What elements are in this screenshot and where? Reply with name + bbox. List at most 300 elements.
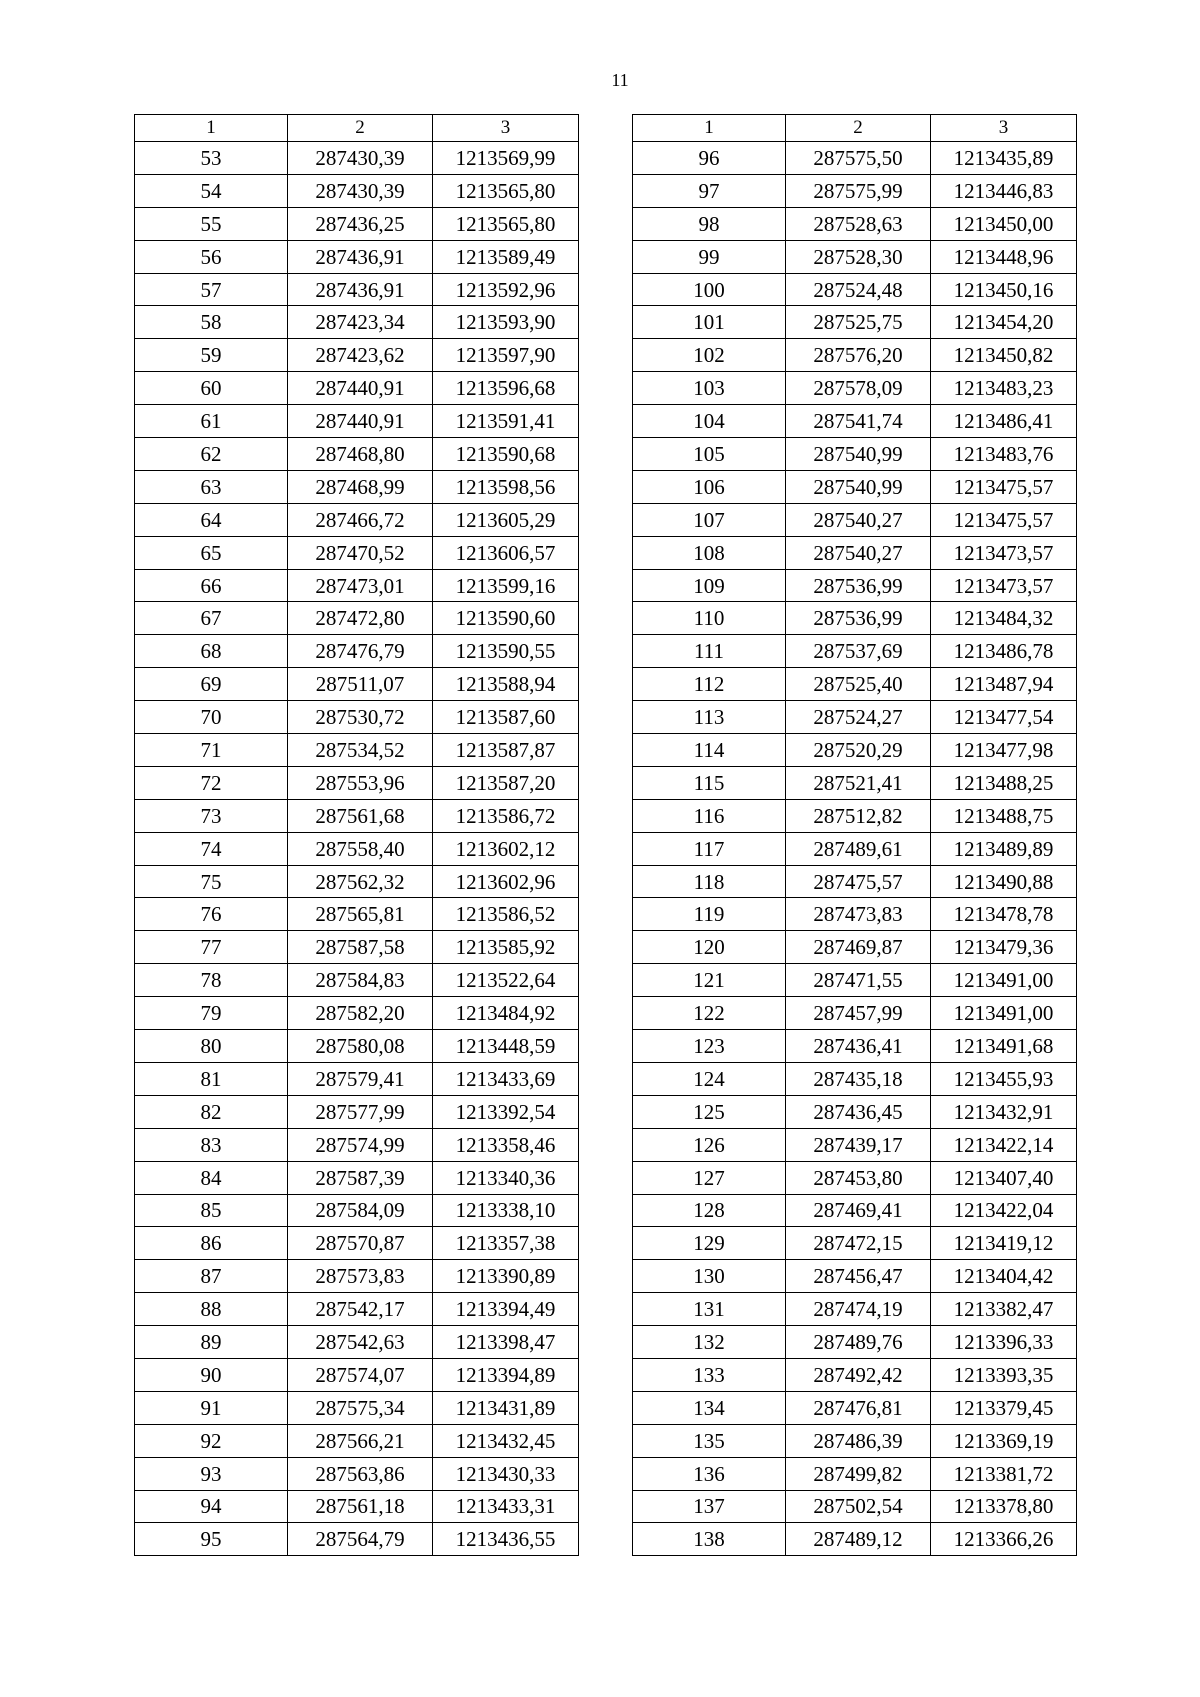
y-coordinate-cell: 1213590,68	[433, 438, 579, 471]
point-number-cell: 137	[633, 1490, 786, 1523]
point-number-cell: 68	[135, 635, 288, 668]
table-row	[633, 1260, 1077, 1293]
table-row	[135, 142, 579, 175]
point-number-cell: 80	[135, 1030, 288, 1063]
y-coordinate-cell: 1213590,55	[433, 635, 579, 668]
table-row	[633, 372, 1077, 405]
y-coordinate-cell: 1213433,69	[433, 1062, 579, 1095]
y-coordinate-cell: 1213484,92	[433, 997, 579, 1030]
point-number-cell: 127	[633, 1161, 786, 1194]
y-coordinate-cell: 1213454,20	[931, 306, 1077, 339]
point-number-cell: 110	[633, 602, 786, 635]
table-row	[135, 207, 579, 240]
point-number-cell: 102	[633, 339, 786, 372]
point-number-cell: 113	[633, 701, 786, 734]
table-row	[633, 339, 1077, 372]
x-coordinate-cell: 287436,41	[786, 1030, 931, 1063]
y-coordinate-cell: 1213366,26	[931, 1523, 1077, 1556]
x-coordinate-cell: 287575,50	[786, 142, 931, 175]
y-coordinate-cell: 1213491,00	[931, 997, 1077, 1030]
y-coordinate-cell: 1213587,20	[433, 766, 579, 799]
x-coordinate-cell: 287469,87	[786, 931, 931, 964]
x-coordinate-cell: 287536,99	[786, 569, 931, 602]
x-coordinate-cell: 287528,30	[786, 240, 931, 273]
point-number-cell: 131	[633, 1293, 786, 1326]
point-number-cell: 92	[135, 1424, 288, 1457]
table-row	[633, 602, 1077, 635]
point-number-cell: 85	[135, 1194, 288, 1227]
y-coordinate-cell: 1213450,00	[931, 207, 1077, 240]
x-coordinate-cell: 287472,15	[786, 1227, 931, 1260]
x-coordinate-cell: 287561,18	[288, 1490, 433, 1523]
table-row	[135, 931, 579, 964]
table-row	[135, 701, 579, 734]
point-number-cell: 115	[633, 766, 786, 799]
table-row	[633, 142, 1077, 175]
x-coordinate-cell: 287562,32	[288, 865, 433, 898]
coordinates-table-right	[632, 114, 1077, 1556]
point-number-cell: 66	[135, 569, 288, 602]
point-number-cell: 70	[135, 701, 288, 734]
point-number-cell: 98	[633, 207, 786, 240]
y-coordinate-cell: 1213597,90	[433, 339, 579, 372]
table-row	[633, 1358, 1077, 1391]
point-number-cell: 78	[135, 964, 288, 997]
y-coordinate-cell: 1213404,42	[931, 1260, 1077, 1293]
y-coordinate-cell: 1213357,38	[433, 1227, 579, 1260]
table-row	[633, 438, 1077, 471]
table-row	[135, 240, 579, 273]
table-row	[135, 1326, 579, 1359]
point-number-cell: 79	[135, 997, 288, 1030]
point-number-cell: 114	[633, 734, 786, 767]
y-coordinate-cell: 1213455,93	[931, 1062, 1077, 1095]
point-number-cell: 101	[633, 306, 786, 339]
y-coordinate-cell: 1213477,54	[931, 701, 1077, 734]
y-coordinate-cell: 1213598,56	[433, 470, 579, 503]
y-coordinate-cell: 1213431,89	[433, 1391, 579, 1424]
table-row	[135, 503, 579, 536]
table-row	[633, 405, 1077, 438]
point-number-cell: 133	[633, 1358, 786, 1391]
x-coordinate-cell: 287537,69	[786, 635, 931, 668]
x-coordinate-cell: 287499,82	[786, 1457, 931, 1490]
x-coordinate-cell: 287542,17	[288, 1293, 433, 1326]
x-coordinate-cell: 287473,01	[288, 569, 433, 602]
table-row	[135, 635, 579, 668]
table-row	[135, 339, 579, 372]
table-row	[135, 1391, 579, 1424]
x-coordinate-cell: 287435,18	[786, 1062, 931, 1095]
table-row	[135, 470, 579, 503]
point-number-cell: 58	[135, 306, 288, 339]
x-coordinate-cell: 287561,68	[288, 799, 433, 832]
x-coordinate-cell: 287489,76	[786, 1326, 931, 1359]
table-row	[633, 1095, 1077, 1128]
y-coordinate-cell: 1213606,57	[433, 536, 579, 569]
x-coordinate-cell: 287579,41	[288, 1062, 433, 1095]
table-row	[135, 1194, 579, 1227]
y-coordinate-cell: 1213483,76	[931, 438, 1077, 471]
x-coordinate-cell: 287502,54	[786, 1490, 931, 1523]
y-coordinate-cell: 1213483,23	[931, 372, 1077, 405]
table-row	[633, 635, 1077, 668]
y-coordinate-cell: 1213450,16	[931, 273, 1077, 306]
table-row	[135, 964, 579, 997]
y-coordinate-cell: 1213340,36	[433, 1161, 579, 1194]
table-row	[135, 405, 579, 438]
table-row	[633, 734, 1077, 767]
point-number-cell: 100	[633, 273, 786, 306]
point-number-cell: 87	[135, 1260, 288, 1293]
y-coordinate-cell: 1213393,35	[931, 1358, 1077, 1391]
point-number-cell: 73	[135, 799, 288, 832]
point-number-cell: 61	[135, 405, 288, 438]
table-row	[135, 569, 579, 602]
x-coordinate-cell: 287566,21	[288, 1424, 433, 1457]
x-coordinate-cell: 287472,80	[288, 602, 433, 635]
x-coordinate-cell: 287565,81	[288, 898, 433, 931]
y-coordinate-cell: 1213522,64	[433, 964, 579, 997]
table-row	[633, 240, 1077, 273]
point-number-cell: 132	[633, 1326, 786, 1359]
x-coordinate-cell: 287430,39	[288, 174, 433, 207]
y-coordinate-cell: 1213394,89	[433, 1358, 579, 1391]
point-number-cell: 55	[135, 207, 288, 240]
point-number-cell: 67	[135, 602, 288, 635]
y-coordinate-cell: 1213587,87	[433, 734, 579, 767]
table-row	[633, 569, 1077, 602]
table-row	[633, 503, 1077, 536]
point-number-cell: 57	[135, 273, 288, 306]
y-coordinate-cell: 1213394,49	[433, 1293, 579, 1326]
y-coordinate-cell: 1213381,72	[931, 1457, 1077, 1490]
x-coordinate-cell: 287524,27	[786, 701, 931, 734]
x-coordinate-cell: 287574,99	[288, 1128, 433, 1161]
y-coordinate-cell: 1213477,98	[931, 734, 1077, 767]
point-number-cell: 81	[135, 1062, 288, 1095]
column-header-2: 2	[786, 115, 931, 142]
point-number-cell: 64	[135, 503, 288, 536]
table-body	[135, 142, 579, 1556]
x-coordinate-cell: 287525,40	[786, 668, 931, 701]
table-row	[135, 438, 579, 471]
x-coordinate-cell: 287553,96	[288, 766, 433, 799]
y-coordinate-cell: 1213487,94	[931, 668, 1077, 701]
table-row	[135, 1161, 579, 1194]
table-row	[633, 1424, 1077, 1457]
x-coordinate-cell: 287511,07	[288, 668, 433, 701]
point-number-cell: 74	[135, 832, 288, 865]
y-coordinate-cell: 1213486,41	[931, 405, 1077, 438]
y-coordinate-cell: 1213586,52	[433, 898, 579, 931]
coordinates-table-left	[134, 114, 579, 1556]
y-coordinate-cell: 1213475,57	[931, 470, 1077, 503]
table-row	[135, 1030, 579, 1063]
x-coordinate-cell: 287534,52	[288, 734, 433, 767]
column-header-1: 1	[633, 115, 786, 142]
x-coordinate-cell: 287475,57	[786, 865, 931, 898]
y-coordinate-cell: 1213588,94	[433, 668, 579, 701]
table-row	[633, 766, 1077, 799]
point-number-cell: 94	[135, 1490, 288, 1523]
point-number-cell: 117	[633, 832, 786, 865]
table-row	[135, 898, 579, 931]
x-coordinate-cell: 287587,39	[288, 1161, 433, 1194]
y-coordinate-cell: 1213488,25	[931, 766, 1077, 799]
point-number-cell: 97	[633, 174, 786, 207]
point-number-cell: 111	[633, 635, 786, 668]
y-coordinate-cell: 1213489,89	[931, 832, 1077, 865]
point-number-cell: 130	[633, 1260, 786, 1293]
table-row	[135, 1293, 579, 1326]
table-row	[633, 701, 1077, 734]
point-number-cell: 93	[135, 1457, 288, 1490]
table-row	[633, 1523, 1077, 1556]
point-number-cell: 86	[135, 1227, 288, 1260]
point-number-cell: 54	[135, 174, 288, 207]
column-header-1: 1	[135, 115, 288, 142]
x-coordinate-cell: 287574,07	[288, 1358, 433, 1391]
x-coordinate-cell: 287528,63	[786, 207, 931, 240]
table-row	[633, 997, 1077, 1030]
y-coordinate-cell: 1213488,75	[931, 799, 1077, 832]
y-coordinate-cell: 1213586,72	[433, 799, 579, 832]
x-coordinate-cell: 287578,09	[786, 372, 931, 405]
y-coordinate-cell: 1213382,47	[931, 1293, 1077, 1326]
point-number-cell: 103	[633, 372, 786, 405]
table-row	[633, 865, 1077, 898]
x-coordinate-cell: 287584,09	[288, 1194, 433, 1227]
table-row	[633, 207, 1077, 240]
table-row	[135, 1457, 579, 1490]
table-row	[633, 1161, 1077, 1194]
x-coordinate-cell: 287468,99	[288, 470, 433, 503]
x-coordinate-cell: 287476,79	[288, 635, 433, 668]
table-row	[633, 1391, 1077, 1424]
x-coordinate-cell: 287525,75	[786, 306, 931, 339]
point-number-cell: 59	[135, 339, 288, 372]
y-coordinate-cell: 1213435,89	[931, 142, 1077, 175]
table-row	[633, 1490, 1077, 1523]
y-coordinate-cell: 1213593,90	[433, 306, 579, 339]
x-coordinate-cell: 287492,42	[786, 1358, 931, 1391]
point-number-cell: 56	[135, 240, 288, 273]
y-coordinate-cell: 1213491,00	[931, 964, 1077, 997]
point-number-cell: 65	[135, 536, 288, 569]
table-row	[633, 1194, 1077, 1227]
point-number-cell: 106	[633, 470, 786, 503]
point-number-cell: 53	[135, 142, 288, 175]
point-number-cell: 62	[135, 438, 288, 471]
table-row	[633, 1227, 1077, 1260]
y-coordinate-cell: 1213358,46	[433, 1128, 579, 1161]
table-row	[633, 964, 1077, 997]
y-coordinate-cell: 1213338,10	[433, 1194, 579, 1227]
table-row	[633, 1128, 1077, 1161]
point-number-cell: 136	[633, 1457, 786, 1490]
x-coordinate-cell: 287436,25	[288, 207, 433, 240]
table-row	[135, 602, 579, 635]
x-coordinate-cell: 287469,41	[786, 1194, 931, 1227]
page-number: 11	[611, 70, 629, 90]
x-coordinate-cell: 287540,27	[786, 536, 931, 569]
y-coordinate-cell: 1213590,60	[433, 602, 579, 635]
point-number-cell: 88	[135, 1293, 288, 1326]
point-number-cell: 123	[633, 1030, 786, 1063]
x-coordinate-cell: 287456,47	[786, 1260, 931, 1293]
y-coordinate-cell: 1213587,60	[433, 701, 579, 734]
x-coordinate-cell: 287540,99	[786, 470, 931, 503]
y-coordinate-cell: 1213473,57	[931, 569, 1077, 602]
x-coordinate-cell: 287470,52	[288, 536, 433, 569]
table-row	[135, 1227, 579, 1260]
x-coordinate-cell: 287466,72	[288, 503, 433, 536]
table-row	[633, 668, 1077, 701]
table-header-row	[135, 115, 579, 142]
x-coordinate-cell: 287536,99	[786, 602, 931, 635]
x-coordinate-cell: 287436,91	[288, 273, 433, 306]
x-coordinate-cell: 287580,08	[288, 1030, 433, 1063]
table-row	[633, 1457, 1077, 1490]
x-coordinate-cell: 287540,99	[786, 438, 931, 471]
y-coordinate-cell: 1213599,16	[433, 569, 579, 602]
x-coordinate-cell: 287440,91	[288, 372, 433, 405]
x-coordinate-cell: 287436,91	[288, 240, 433, 273]
x-coordinate-cell: 287486,39	[786, 1424, 931, 1457]
x-coordinate-cell: 287476,81	[786, 1391, 931, 1424]
point-number-cell: 69	[135, 668, 288, 701]
table-row	[135, 1490, 579, 1523]
x-coordinate-cell: 287584,83	[288, 964, 433, 997]
y-coordinate-cell: 1213589,49	[433, 240, 579, 273]
point-number-cell: 71	[135, 734, 288, 767]
x-coordinate-cell: 287541,74	[786, 405, 931, 438]
point-number-cell: 75	[135, 865, 288, 898]
point-number-cell: 82	[135, 1095, 288, 1128]
x-coordinate-cell: 287512,82	[786, 799, 931, 832]
point-number-cell: 72	[135, 766, 288, 799]
table-row	[633, 174, 1077, 207]
point-number-cell: 77	[135, 931, 288, 964]
table-row	[633, 1293, 1077, 1326]
table-row	[135, 1260, 579, 1293]
column-header-2: 2	[288, 115, 433, 142]
table-row	[135, 1424, 579, 1457]
point-number-cell: 135	[633, 1424, 786, 1457]
table-row	[633, 1062, 1077, 1095]
x-coordinate-cell: 287474,19	[786, 1293, 931, 1326]
y-coordinate-cell: 1213398,47	[433, 1326, 579, 1359]
y-coordinate-cell: 1213569,99	[433, 142, 579, 175]
point-number-cell: 124	[633, 1062, 786, 1095]
point-number-cell: 63	[135, 470, 288, 503]
y-coordinate-cell: 1213591,41	[433, 405, 579, 438]
y-coordinate-cell: 1213392,54	[433, 1095, 579, 1128]
x-coordinate-cell: 287573,83	[288, 1260, 433, 1293]
point-number-cell: 138	[633, 1523, 786, 1556]
point-number-cell: 109	[633, 569, 786, 602]
y-coordinate-cell: 1213565,80	[433, 207, 579, 240]
table-row	[135, 668, 579, 701]
point-number-cell: 120	[633, 931, 786, 964]
x-coordinate-cell: 287430,39	[288, 142, 433, 175]
y-coordinate-cell: 1213432,45	[433, 1424, 579, 1457]
x-coordinate-cell: 287457,99	[786, 997, 931, 1030]
point-number-cell: 76	[135, 898, 288, 931]
y-coordinate-cell: 1213390,89	[433, 1260, 579, 1293]
y-coordinate-cell: 1213592,96	[433, 273, 579, 306]
y-coordinate-cell: 1213450,82	[931, 339, 1077, 372]
x-coordinate-cell: 287575,99	[786, 174, 931, 207]
table-header-row	[633, 115, 1077, 142]
x-coordinate-cell: 287540,27	[786, 503, 931, 536]
point-number-cell: 105	[633, 438, 786, 471]
table-row	[135, 1128, 579, 1161]
y-coordinate-cell: 1213448,96	[931, 240, 1077, 273]
y-coordinate-cell: 1213602,12	[433, 832, 579, 865]
point-number-cell: 84	[135, 1161, 288, 1194]
table-row	[135, 799, 579, 832]
point-number-cell: 121	[633, 964, 786, 997]
point-number-cell: 129	[633, 1227, 786, 1260]
point-number-cell: 112	[633, 668, 786, 701]
table-row	[135, 1523, 579, 1556]
point-number-cell: 122	[633, 997, 786, 1030]
y-coordinate-cell: 1213407,40	[931, 1161, 1077, 1194]
y-coordinate-cell: 1213479,36	[931, 931, 1077, 964]
x-coordinate-cell: 287570,87	[288, 1227, 433, 1260]
point-number-cell: 119	[633, 898, 786, 931]
x-coordinate-cell: 287563,86	[288, 1457, 433, 1490]
x-coordinate-cell: 287542,63	[288, 1326, 433, 1359]
x-coordinate-cell: 287453,80	[786, 1161, 931, 1194]
y-coordinate-cell: 1213484,32	[931, 602, 1077, 635]
table-row	[135, 174, 579, 207]
x-coordinate-cell: 287471,55	[786, 964, 931, 997]
y-coordinate-cell: 1213432,91	[931, 1095, 1077, 1128]
x-coordinate-cell: 287489,12	[786, 1523, 931, 1556]
point-number-cell: 96	[633, 142, 786, 175]
table-row	[135, 832, 579, 865]
point-number-cell: 91	[135, 1391, 288, 1424]
x-coordinate-cell: 287489,61	[786, 832, 931, 865]
x-coordinate-cell: 287530,72	[288, 701, 433, 734]
x-coordinate-cell: 287436,45	[786, 1095, 931, 1128]
table-row	[633, 536, 1077, 569]
y-coordinate-cell: 1213478,78	[931, 898, 1077, 931]
column-header-3: 3	[931, 115, 1077, 142]
y-coordinate-cell: 1213490,88	[931, 865, 1077, 898]
table-row	[135, 766, 579, 799]
table-row	[633, 273, 1077, 306]
column-header-3: 3	[433, 115, 579, 142]
y-coordinate-cell: 1213379,45	[931, 1391, 1077, 1424]
y-coordinate-cell: 1213596,68	[433, 372, 579, 405]
y-coordinate-cell: 1213396,33	[931, 1326, 1077, 1359]
point-number-cell: 104	[633, 405, 786, 438]
y-coordinate-cell: 1213430,33	[433, 1457, 579, 1490]
table-row	[135, 536, 579, 569]
table-row	[633, 832, 1077, 865]
y-coordinate-cell: 1213369,19	[931, 1424, 1077, 1457]
x-coordinate-cell: 287575,34	[288, 1391, 433, 1424]
y-coordinate-cell: 1213565,80	[433, 174, 579, 207]
x-coordinate-cell: 287440,91	[288, 405, 433, 438]
table-row	[135, 273, 579, 306]
y-coordinate-cell: 1213422,04	[931, 1194, 1077, 1227]
table-row	[633, 1030, 1077, 1063]
